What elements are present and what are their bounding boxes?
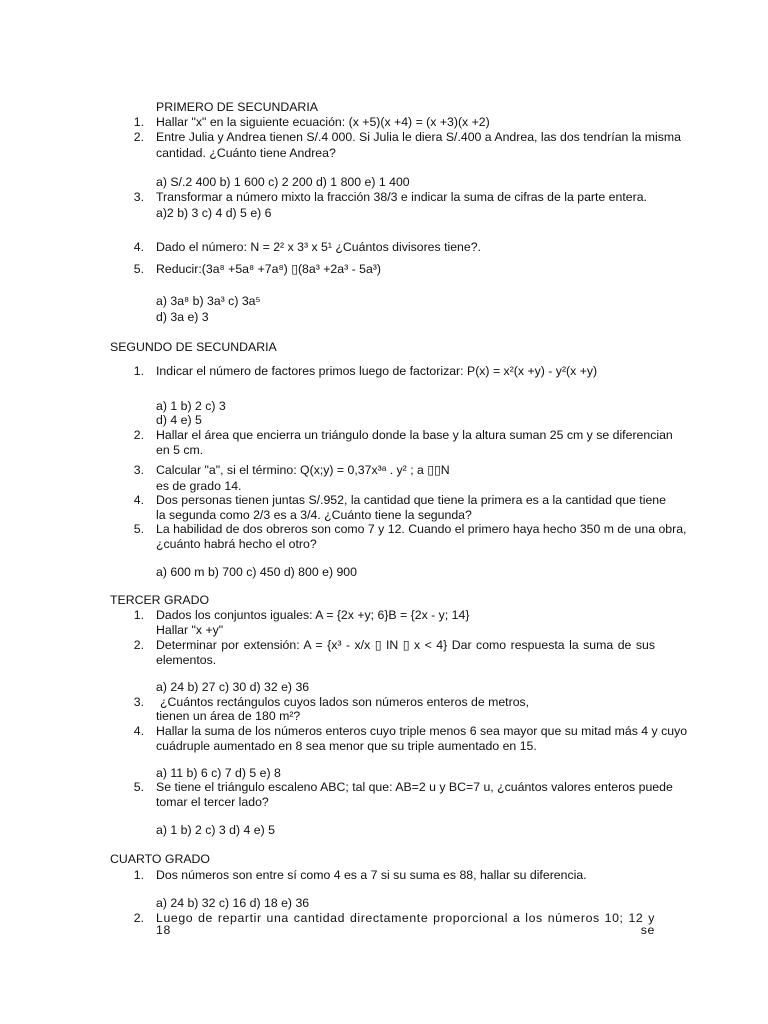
section-title: PRIMERO DE SECUNDARIA (156, 100, 318, 114)
item-number: 2. (133, 911, 144, 925)
section-title: SEGUNDO DE SECUNDARIA (110, 340, 277, 354)
answer-options: a) 1 b) 2 c) 3 (156, 399, 226, 413)
question-text: Dados los conjuntos iguales: A = {2x +y; 6}B = {2x - y; 14} (156, 608, 470, 622)
question-text: ¿Cuántos rectángulos cuyos lados son números enteros de metros, (160, 695, 530, 709)
item-number: 3. (133, 190, 144, 204)
answer-options: a) 1 b) 2 c) 3 d) 4 e) 5 (156, 823, 275, 837)
answer-options: a) 600 m b) 700 c) 450 d) 800 e) 900 (156, 565, 357, 579)
question-text: Calcular "a", si el término: Q(x;y) = 0,37x³ᵃ . y² ; a ▯▯N (156, 463, 450, 477)
answer-options: d) 4 e) 5 (156, 413, 202, 427)
question-text: la segunda como 2/3 es a 3/4. ¿Cuánto tiene la segunda? (156, 508, 472, 522)
item-number: 4. (133, 493, 144, 507)
question-text: Hallar "x" en la siguiente ecuación: (x +5)(x +4) = (x +3)(x +2) (156, 115, 490, 129)
answer-options: d) 3a e) 3 (156, 310, 209, 324)
question-text: tienen un área de 180 m²? (156, 709, 301, 723)
question-text: Transformar a número mixto la fracción 38/3 e indicar la suma de cifras de la parte entera. (156, 190, 647, 204)
question-text: tomar el tercer lado? (156, 795, 269, 809)
question-text: Hallar la suma de los números enteros cuyo triple menos 6 sea mayor que su mitad más 4 y cuyo (156, 724, 688, 738)
answer-options: a) 11 b) 6 c) 7 d) 5 e) 8 (156, 766, 281, 780)
question-text: es de grado 14. (156, 479, 242, 493)
question-text: Se tiene el triángulo escaleno ABC; tal que: AB=2 u y BC=7 u, ¿cuántos valores enteros puede (156, 780, 673, 794)
answer-options: a)2 b) 3 c) 4 d) 5 e) 6 (156, 206, 272, 220)
item-number: 5. (133, 780, 144, 794)
question-text: Dos números son entre sí como 4 es a 7 si su suma es 88, hallar su diferencia. (156, 868, 587, 882)
answer-options: a) 24 b) 27 c) 30 d) 32 e) 36 (156, 680, 310, 694)
question-text: Reducir:(3a⁸ +5a⁸ +7a⁸) ▯(8a³ +2a³ - 5a³) (156, 262, 381, 276)
question-text: cuádruple aumentado en 8 sea menor que su triple aumentado en 15. (156, 739, 537, 753)
question-text: Dado el número: N = 2² x 3³ x 5¹ ¿Cuántos divisores tiene?. (156, 240, 481, 254)
item-number: 1. (133, 115, 144, 129)
item-number: 2. (133, 130, 144, 144)
answer-options: a) 3a⁸ b) 3a³ c) 3a⁵ (156, 294, 261, 308)
question-text: ¿cuánto habrá hecho el otro? (156, 537, 317, 551)
item-number: 4. (133, 240, 144, 254)
section-title: CUARTO GRADO (110, 852, 210, 866)
question-text: Dos personas tienen juntas S/.952, la cantidad que tiene la primera es a la cantidad que tiene (156, 493, 666, 507)
question-text: elementos. (156, 653, 217, 667)
question-text: Entre Julia y Andrea tienen S/.4 000. Si Julia le diera S/.400 a Andrea, las dos tendrían la misma (156, 130, 681, 144)
item-number: 1. (133, 868, 144, 882)
item-number: 3. (133, 463, 144, 477)
question-text: Hallar "x +y" (156, 623, 224, 637)
question-text: Hallar el área que encierra un triángulo donde la base y la altura suman 25 cm y se diferencian (156, 428, 673, 442)
question-text: en 5 cm. (156, 443, 204, 457)
item-number: 4. (133, 724, 144, 738)
question-text: Luego de repartir una cantidad directamente proporcional a los números 10; 12 y 18 se (156, 911, 655, 938)
answer-options: a) 24 b) 32 c) 16 d) 18 e) 36 (156, 896, 310, 910)
question-text: La habilidad de dos obreros son como 7 y 12. Cuando el primero haya hecho 350 m de una obra, (156, 522, 687, 536)
answer-options: a) S/.2 400 b) 1 600 c) 2 200 d) 1 800 e) 1 400 (156, 175, 410, 189)
item-number: 1. (133, 364, 144, 378)
question-text: Determinar por extensión: A = {x³ - x/x ▯ IN ▯ x < 4} Dar como respuesta la suma de sus (156, 638, 655, 652)
question-text: cantidad. ¿Cuánto tiene Andrea? (156, 146, 336, 160)
item-number: 5. (133, 262, 144, 276)
item-number: 5. (133, 522, 144, 536)
item-number: 2. (133, 638, 144, 652)
question-text: Indicar el número de factores primos luego de factorizar: P(x) = x²(x +y) - y²(x +y) (156, 364, 598, 378)
item-number: 2. (133, 428, 144, 442)
section-title: TERCER GRADO (110, 593, 210, 607)
item-number: 1. (133, 608, 144, 622)
item-number: 3. (133, 695, 144, 709)
